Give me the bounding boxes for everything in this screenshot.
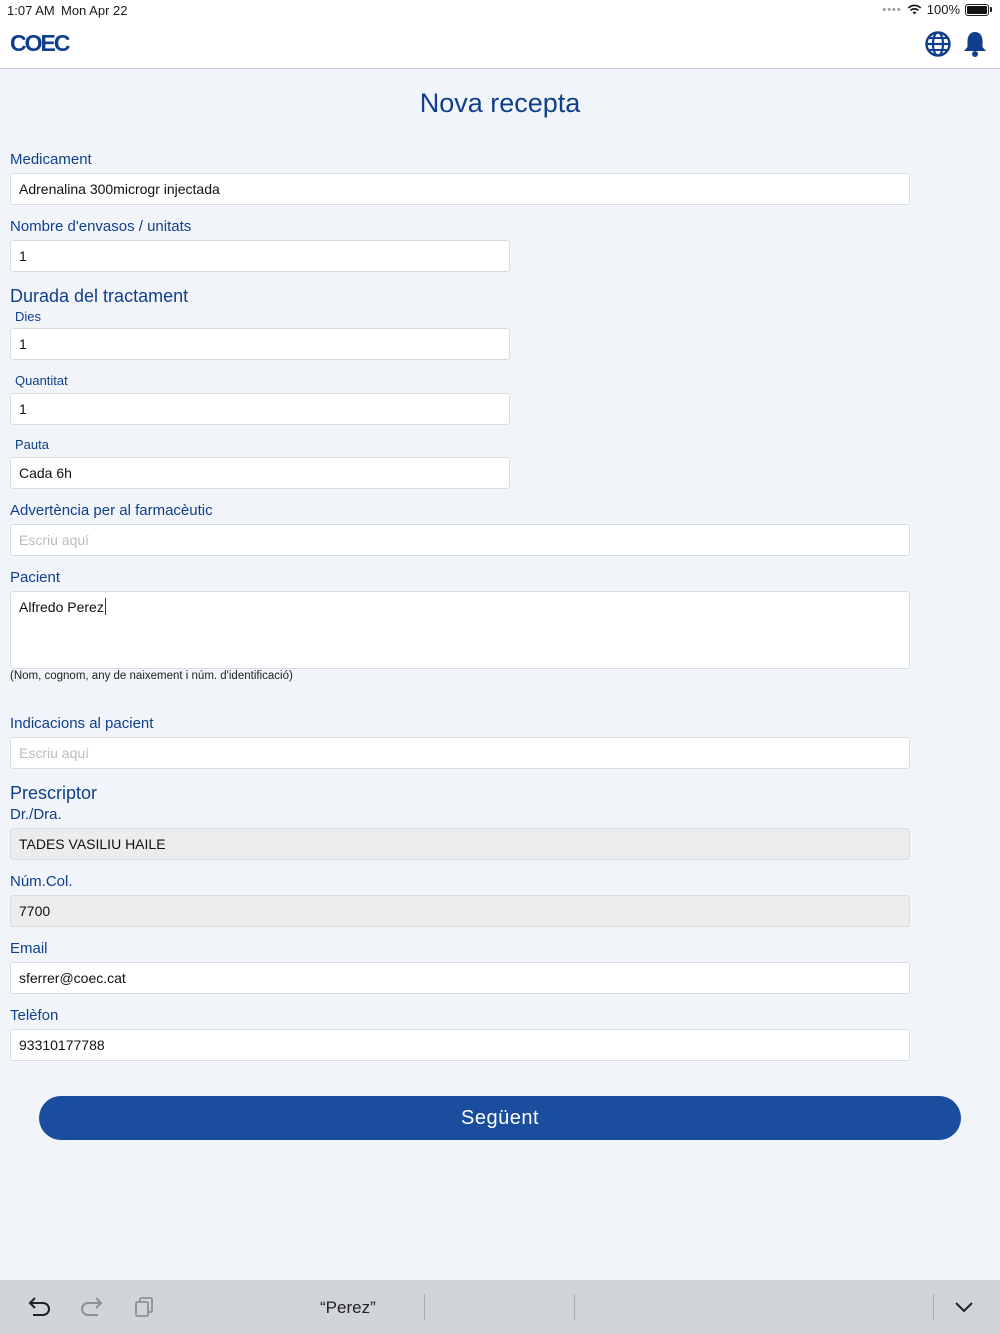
bell-icon[interactable]	[962, 30, 988, 58]
suggestion-divider	[574, 1294, 575, 1320]
coec-logo[interactable]: COEC	[10, 30, 69, 56]
battery-icon	[965, 4, 989, 16]
instructions-field[interactable]	[10, 737, 910, 769]
status-time: 1:07 AM	[7, 3, 55, 18]
schedule-label: Pauta	[15, 437, 49, 452]
instructions-label: Indicacions al pacient	[10, 715, 154, 732]
medicament-field[interactable]	[10, 173, 910, 205]
units-value: 1	[19, 248, 27, 264]
schedule-field[interactable]	[10, 457, 510, 489]
doctor-label: Dr./Dra.	[10, 806, 62, 823]
schedule-value: Cada 6h	[19, 465, 72, 481]
suggestion-divider	[424, 1294, 425, 1320]
days-field[interactable]	[10, 328, 510, 360]
medicament-value: Adrenalina 300microgr injectada	[19, 181, 220, 197]
status-date: Mon Apr 22	[61, 3, 128, 18]
medicament-label: Medicament	[10, 151, 92, 168]
text-cursor	[105, 598, 106, 615]
days-label: Dies	[15, 309, 42, 324]
page-title: Nova recepta	[419, 88, 581, 118]
duration-heading: Durada del tractament	[10, 286, 189, 306]
pharmacist-label: Advertència per al farmacèutic	[10, 502, 213, 519]
battery-percent: 100%	[926, 2, 960, 17]
days-value: 1	[19, 336, 27, 352]
doctor-value: TADES VASILIU HAILE	[19, 836, 166, 852]
doctor-field	[10, 828, 910, 860]
prescriber-heading: Prescriptor	[10, 783, 98, 803]
colnum-field	[10, 895, 910, 927]
patient-label: Pacient	[10, 569, 61, 586]
pharmacist-field[interactable]	[10, 524, 910, 556]
signal-dots-icon: ••••	[882, 3, 902, 16]
phone-label: Telèfon	[10, 1007, 59, 1024]
pharmacist-placeholder: Escriu aquí	[19, 532, 90, 548]
app-header	[0, 22, 1000, 69]
quantity-field[interactable]	[10, 393, 510, 425]
chevron-down-icon[interactable]	[954, 1300, 974, 1314]
units-label: Nombre d'envasos / unitats	[10, 218, 192, 235]
phone-field[interactable]	[10, 1029, 910, 1061]
keyboard-shortcut-bar	[0, 1280, 1000, 1334]
redo-icon[interactable]	[80, 1296, 104, 1318]
patient-textarea[interactable]	[10, 591, 910, 669]
suggestion-divider	[933, 1294, 934, 1320]
autocorrect-suggestion[interactable]: “Perez”	[320, 1298, 376, 1317]
email-value: sferrer@coec.cat	[19, 970, 126, 986]
globe-icon[interactable]	[924, 30, 952, 58]
patient-value: Alfredo Perez	[19, 599, 104, 615]
status-indicators	[882, 2, 992, 17]
status-bar	[0, 0, 1000, 22]
quantity-label: Quantitat	[15, 373, 68, 388]
colnum-value: 7700	[19, 903, 51, 919]
paste-icon[interactable]	[133, 1296, 155, 1318]
next-button[interactable]: Següent	[39, 1096, 961, 1140]
colnum-label: Núm.Col.	[10, 873, 73, 890]
units-field[interactable]	[10, 240, 510, 272]
patient-hint: (Nom, cognom, any de naixement i núm. d'identificació)	[10, 670, 293, 682]
quantity-value: 1	[19, 401, 27, 417]
email-label: Email	[10, 940, 48, 957]
email-field[interactable]	[10, 962, 910, 994]
phone-value: 93310177788	[19, 1037, 105, 1053]
undo-icon[interactable]	[27, 1296, 51, 1318]
instructions-placeholder: Escriu aquí	[19, 745, 90, 761]
wifi-icon	[907, 4, 922, 15]
